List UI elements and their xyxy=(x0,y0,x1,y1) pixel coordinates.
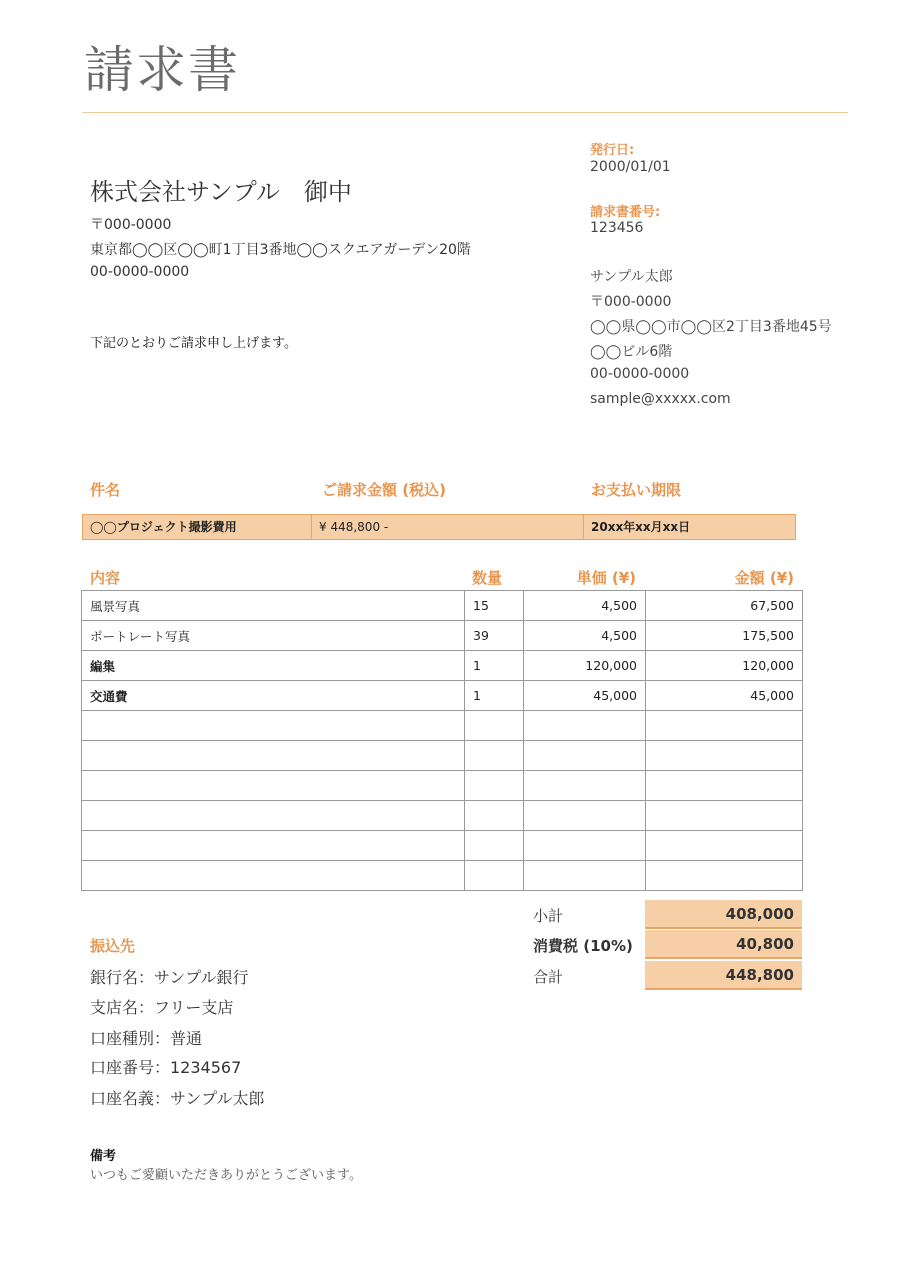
due-value: 20xx年xx月xx日 xyxy=(591,520,691,534)
items-table xyxy=(81,590,803,891)
total-label: 合計 xyxy=(533,968,564,986)
table-row xyxy=(82,681,803,711)
item-qty xyxy=(465,801,524,831)
client-name: 株式会社サンプル 御中 xyxy=(90,178,352,206)
bank-name: 銀行名：サンプル銀行 xyxy=(90,968,249,987)
summary-row xyxy=(82,514,796,540)
issue-date-label: 発行日: xyxy=(590,143,635,158)
item-unit-price: 4,500 xyxy=(524,591,646,621)
issuer-email: sample@xxxxx.com xyxy=(590,391,731,407)
subtotal-label: 小計 xyxy=(533,907,564,925)
account-holder: 口座名義：サンプル太郎 xyxy=(90,1089,265,1108)
item-qty xyxy=(465,861,524,891)
bank-header: 振込先 xyxy=(90,937,136,955)
item-unit-price xyxy=(524,741,646,771)
due-header: お支払い期限 xyxy=(591,481,682,499)
item-amount xyxy=(646,801,803,831)
items-description-header: 内容 xyxy=(90,569,121,587)
table-row xyxy=(82,801,803,831)
item-qty xyxy=(465,711,524,741)
subject-value: ◯◯プロジェクト撮影費用 xyxy=(90,520,237,534)
item-qty xyxy=(465,831,524,861)
item-unit-price xyxy=(524,801,646,831)
issuer-name: サンプル太郎 xyxy=(590,269,673,285)
item-description xyxy=(82,801,465,831)
item-amount xyxy=(646,711,803,741)
issuer-postal: 〒000-0000 xyxy=(590,294,672,310)
items-qty-header: 数量 xyxy=(472,569,503,587)
subject-header: 件名 xyxy=(90,481,121,499)
intro-text: 下記のとおりご請求申し上げます。 xyxy=(90,336,297,351)
notes-text: いつもご愛顧いただきありがとうございます。 xyxy=(90,1168,362,1183)
table-row xyxy=(82,771,803,801)
item-amount xyxy=(646,831,803,861)
item-amount xyxy=(646,771,803,801)
item-qty: 15 xyxy=(465,591,524,621)
item-description: 編集 xyxy=(82,651,465,681)
item-qty xyxy=(465,741,524,771)
item-unit-price: 45,000 xyxy=(524,681,646,711)
client-postal: 〒000-0000 xyxy=(90,217,172,233)
item-description: ポートレート写真 xyxy=(82,621,465,651)
item-unit-price xyxy=(524,831,646,861)
table-row xyxy=(82,741,803,771)
invoice-number-label: 請求書番号: xyxy=(590,205,661,220)
tax-value: 40,800 xyxy=(645,930,802,959)
client-phone: 00-0000-0000 xyxy=(90,264,190,280)
item-unit-price xyxy=(524,711,646,741)
summary-divider xyxy=(583,515,584,539)
invoice-title: 請求書 xyxy=(84,41,240,99)
tax-label: 消費税 (10%) xyxy=(533,937,633,955)
client-address: 東京都◯◯区◯◯町1丁目3番地◯◯スクエアガーデン20階 xyxy=(90,242,471,258)
item-description: 風景写真 xyxy=(82,591,465,621)
issue-date: 2000/01/01 xyxy=(590,159,671,175)
table-row xyxy=(82,861,803,891)
total-value: 448,800 xyxy=(645,961,802,990)
issuer-address-line2: ◯◯ビル6階 xyxy=(590,344,673,360)
item-amount: 67,500 xyxy=(646,591,803,621)
item-qty: 39 xyxy=(465,621,524,651)
item-description xyxy=(82,831,465,861)
item-unit-price: 4,500 xyxy=(524,621,646,651)
item-unit-price xyxy=(524,771,646,801)
item-amount: 120,000 xyxy=(646,651,803,681)
item-amount xyxy=(646,741,803,771)
item-amount xyxy=(646,861,803,891)
invoice-number: 123456 xyxy=(590,220,644,236)
item-description: 交通費 xyxy=(82,681,465,711)
branch-name: 支店名：フリー支店 xyxy=(90,998,234,1017)
table-row xyxy=(82,651,803,681)
item-qty: 1 xyxy=(465,651,524,681)
table-row xyxy=(82,591,803,621)
item-unit-price xyxy=(524,861,646,891)
summary-divider xyxy=(311,515,312,539)
item-description xyxy=(82,861,465,891)
issuer-phone: 00-0000-0000 xyxy=(590,366,690,382)
table-row xyxy=(82,621,803,651)
item-description xyxy=(82,771,465,801)
item-amount: 45,000 xyxy=(646,681,803,711)
item-unit-price: 120,000 xyxy=(524,651,646,681)
item-description xyxy=(82,711,465,741)
issuer-address-line1: ◯◯県◯◯市◯◯区2丁目3番地45号 xyxy=(590,319,832,335)
account-number: 口座番号：1234567 xyxy=(90,1058,242,1077)
item-description xyxy=(82,741,465,771)
item-qty xyxy=(465,771,524,801)
account-type: 口座種別：普通 xyxy=(90,1029,203,1048)
title-divider xyxy=(82,112,848,113)
items-amount-header: 金額 (¥) xyxy=(734,569,794,587)
notes-header: 備考 xyxy=(90,1149,117,1164)
item-amount: 175,500 xyxy=(646,621,803,651)
items-unit-price-header: 単価 (¥) xyxy=(576,569,636,587)
table-row xyxy=(82,831,803,861)
subtotal-value: 408,000 xyxy=(645,900,802,929)
amount-value: ¥ 448,800 - xyxy=(319,520,389,534)
table-row xyxy=(82,711,803,741)
amount-header: ご請求金額 (税込) xyxy=(322,481,446,499)
item-qty: 1 xyxy=(465,681,524,711)
